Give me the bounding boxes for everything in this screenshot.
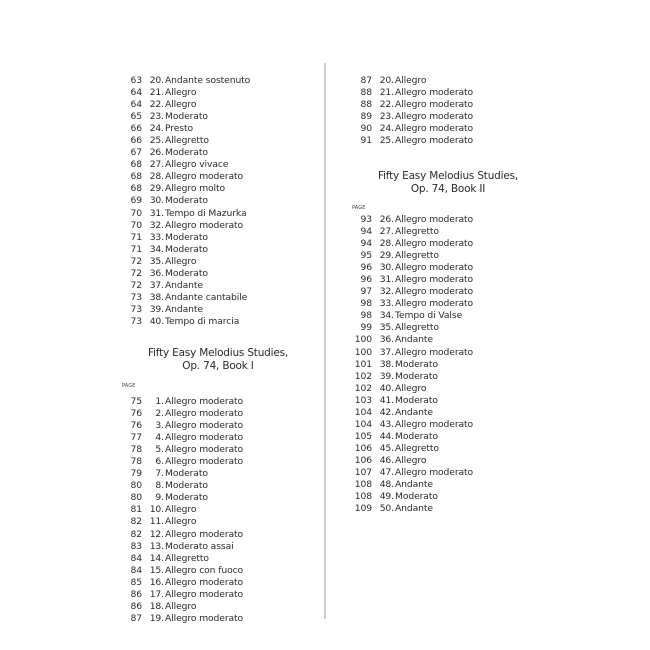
study-number: 5. <box>155 444 164 456</box>
study-number: 22. <box>149 99 164 111</box>
section-heading-line2: Op. 74, Book I <box>182 360 254 372</box>
study-title: Allegro moderato <box>165 588 244 600</box>
study-number: 22. <box>379 99 394 111</box>
contents-entry <box>118 123 318 135</box>
study-number: 34. <box>149 243 164 255</box>
contents-entry <box>348 214 548 226</box>
study-title: Allegro <box>165 87 197 99</box>
page-number: 100 <box>354 346 372 358</box>
study-number: 27. <box>379 226 394 238</box>
contents-entry <box>348 407 548 419</box>
contents-list <box>348 75 548 147</box>
study-number: 38. <box>379 358 394 370</box>
study-number: 42. <box>379 406 394 418</box>
study-number: 23. <box>149 111 164 123</box>
study-number: 38. <box>149 291 164 303</box>
study-number: 43. <box>379 418 394 430</box>
contents-entry <box>118 541 318 553</box>
study-number: 45. <box>379 442 394 454</box>
study-title: Moderato <box>395 358 438 370</box>
page-number: 88 <box>360 99 372 111</box>
contents-entry <box>348 491 548 503</box>
study-title: Moderato <box>165 147 208 159</box>
contents-entry <box>348 419 548 431</box>
study-number: 20. <box>149 75 164 86</box>
contents-entry <box>118 183 318 195</box>
page-number: 106 <box>354 454 372 466</box>
contents-entry <box>348 75 548 87</box>
page-number: 104 <box>354 418 372 430</box>
study-number: 29. <box>149 183 164 195</box>
study-title: Moderato <box>395 394 438 406</box>
page-number: 68 <box>130 183 142 195</box>
contents-entry <box>118 553 318 565</box>
page-column-label: PAGE <box>122 383 136 389</box>
study-number: 39. <box>149 303 164 315</box>
study-number: 40. <box>149 315 164 327</box>
contents-entry <box>118 316 318 328</box>
page-number: 72 <box>130 267 142 279</box>
contents-entry <box>118 432 318 444</box>
page-number: 103 <box>354 394 372 406</box>
study-title: Allegro moderato <box>165 528 244 540</box>
study-title: Andante <box>165 303 203 315</box>
contents-entry <box>118 171 318 183</box>
study-number: 33. <box>379 298 394 310</box>
study-number: 12. <box>149 528 164 540</box>
page-number: 102 <box>354 382 372 394</box>
study-number: 15. <box>149 564 164 576</box>
page-number: 96 <box>360 262 372 274</box>
study-title: Moderato <box>165 468 208 480</box>
page-number: 76 <box>130 420 142 432</box>
contents-entry <box>118 601 318 613</box>
contents-entry <box>348 479 548 491</box>
page-number: 66 <box>130 123 142 135</box>
contents-entry <box>348 455 548 467</box>
contents-entry <box>118 468 318 480</box>
contents-entry <box>118 304 318 316</box>
page-number: 93 <box>360 214 372 225</box>
study-number: 16. <box>149 576 164 588</box>
study-number: 30. <box>149 195 164 207</box>
study-title: Moderato <box>165 492 208 504</box>
study-title: Allegretto <box>165 552 209 564</box>
page-number: 105 <box>354 430 372 442</box>
contents-entry <box>118 292 318 304</box>
study-title: Allegretto <box>395 226 439 238</box>
section-heading-line2: Op. 74, Book II <box>410 183 486 195</box>
study-number: 26. <box>379 214 394 225</box>
contents-entry <box>118 577 318 589</box>
contents-entry <box>348 238 548 250</box>
page-number: 68 <box>130 159 142 171</box>
contents-entry <box>348 250 548 262</box>
contents-list <box>348 214 548 515</box>
page-number: 82 <box>130 528 142 540</box>
study-number: 26. <box>149 147 164 159</box>
page-number: 66 <box>130 135 142 147</box>
study-title: Andante <box>395 406 433 418</box>
study-number: 34. <box>379 310 394 322</box>
page-number: 75 <box>130 396 142 407</box>
page-number: 72 <box>130 279 142 291</box>
page-number: 73 <box>130 315 142 327</box>
study-title: Andante <box>395 479 433 491</box>
study-title: Allegro <box>165 99 197 111</box>
contents-entry <box>118 87 318 99</box>
page-number: 84 <box>130 564 142 576</box>
contents-list <box>118 396 318 625</box>
study-title: Allegro moderato <box>165 219 244 231</box>
page-number: 71 <box>130 243 142 255</box>
page-number: 87 <box>360 75 372 86</box>
section-heading <box>118 347 318 373</box>
contents-entry <box>118 268 318 280</box>
contents-entry <box>118 516 318 528</box>
study-number: 30. <box>379 262 394 274</box>
page-number: 94 <box>360 226 372 238</box>
study-title: Moderato <box>165 243 208 255</box>
study-title: Moderato <box>395 370 438 382</box>
contents-entry <box>118 147 318 159</box>
contents-entry <box>348 262 548 274</box>
study-number: 33. <box>149 231 164 243</box>
contents-entry <box>118 529 318 541</box>
page-number: 100 <box>354 334 372 346</box>
study-title: Moderato <box>165 231 208 243</box>
study-number: 36. <box>149 267 164 279</box>
study-title: Allegro moderato <box>165 408 244 420</box>
study-title: Andante <box>395 503 433 515</box>
study-title: Allegro moderato <box>165 420 244 432</box>
study-title: Andante sostenuto <box>165 75 251 86</box>
page-number: 78 <box>130 444 142 456</box>
contents-entry <box>348 99 548 111</box>
page-number: 72 <box>130 255 142 267</box>
study-number: 50. <box>379 503 394 515</box>
study-title: Presto <box>165 123 194 135</box>
page-number: 108 <box>354 479 372 491</box>
study-number: 24. <box>149 123 164 135</box>
contents-entry <box>348 135 548 147</box>
study-title: Allegretto <box>395 250 439 262</box>
contents-entry <box>348 322 548 334</box>
page-number: 98 <box>360 310 372 322</box>
study-number: 47. <box>379 466 394 478</box>
study-title: Moderato <box>165 480 208 492</box>
study-title: Allegro molto <box>165 183 226 195</box>
study-number: 25. <box>379 135 394 147</box>
study-number: 24. <box>379 123 394 135</box>
contents-entry <box>348 383 548 395</box>
study-title: Tempo di Valse <box>395 310 463 322</box>
study-title: Allegro moderato <box>165 171 244 183</box>
study-title: Allegro <box>395 454 427 466</box>
study-number: 2. <box>155 408 164 420</box>
contents-entry <box>348 334 548 346</box>
page-number: 67 <box>130 147 142 159</box>
contents-entry <box>348 431 548 443</box>
study-title: Allegro <box>395 75 427 86</box>
study-title: Allegro <box>165 600 197 612</box>
page-number: 77 <box>130 432 142 444</box>
contents-entry <box>348 347 548 359</box>
study-number: 31. <box>149 207 164 219</box>
study-number: 17. <box>149 588 164 600</box>
contents-entry <box>348 226 548 238</box>
column-divider <box>324 63 326 619</box>
contents-entry <box>348 123 548 135</box>
page-number: 96 <box>360 274 372 286</box>
study-title: Allegro moderato <box>395 111 474 123</box>
contents-entry <box>118 504 318 516</box>
study-number: 6. <box>155 456 164 468</box>
page-number: 87 <box>130 612 142 624</box>
page-number: 98 <box>360 298 372 310</box>
study-number: 13. <box>149 540 164 552</box>
contents-entry <box>348 371 548 383</box>
study-title: Allegro moderato <box>165 576 244 588</box>
study-number: 18. <box>149 600 164 612</box>
page-number: 81 <box>130 504 142 516</box>
contents-entry <box>118 244 318 256</box>
contents-entry <box>118 565 318 577</box>
page-number: 82 <box>130 516 142 528</box>
study-title: Tempo di marcia <box>165 315 240 327</box>
page-number: 64 <box>130 99 142 111</box>
page-number: 99 <box>360 322 372 334</box>
page-number: 76 <box>130 408 142 420</box>
section-heading-line1: Fifty Easy Melodius Studies, <box>147 347 289 359</box>
study-title: Allegro moderato <box>395 123 474 135</box>
study-title: Allegro moderato <box>165 612 244 624</box>
page-number: 86 <box>130 588 142 600</box>
page-number: 109 <box>354 503 372 515</box>
study-title: Allegretto <box>395 322 439 334</box>
page-number: 106 <box>354 442 372 454</box>
study-number: 27. <box>149 159 164 171</box>
study-number: 1. <box>155 396 164 407</box>
page-number: 71 <box>130 231 142 243</box>
study-title: Allegro vivace <box>165 159 229 171</box>
page-number: 80 <box>130 492 142 504</box>
study-number: 11. <box>149 516 164 528</box>
contents-entry <box>348 298 548 310</box>
study-title: Allegretto <box>165 135 209 147</box>
study-number: 41. <box>379 394 394 406</box>
study-title: Andante cantabile <box>165 291 248 303</box>
contents-entry <box>118 480 318 492</box>
contents-entry <box>118 589 318 601</box>
study-title: Andante <box>165 279 203 291</box>
page-number: 108 <box>354 491 372 503</box>
contents-entry <box>118 444 318 456</box>
page-number: 68 <box>130 171 142 183</box>
page-number: 78 <box>130 456 142 468</box>
page-number: 89 <box>360 111 372 123</box>
study-title: Allegro moderato <box>395 87 474 99</box>
contents-entry <box>118 256 318 268</box>
study-title: Allegro <box>165 516 197 528</box>
study-title: Allegro moderato <box>395 346 474 358</box>
study-number: 21. <box>379 87 394 99</box>
page-number: 65 <box>130 111 142 123</box>
study-number: 37. <box>379 346 394 358</box>
contents-entry <box>348 395 548 407</box>
page-number: 88 <box>360 87 372 99</box>
study-number: 29. <box>379 250 394 262</box>
contents-entry <box>118 280 318 292</box>
study-number: 48. <box>379 479 394 491</box>
study-number: 36. <box>379 334 394 346</box>
study-title: Allegro moderato <box>395 298 474 310</box>
study-title: Allegro moderato <box>395 238 474 250</box>
study-number: 49. <box>379 491 394 503</box>
page-number: 73 <box>130 303 142 315</box>
page-number: 107 <box>354 466 372 478</box>
contents-entry <box>348 87 548 99</box>
page-number: 84 <box>130 552 142 564</box>
contents-entry <box>118 75 318 87</box>
study-title: Allegro <box>165 255 197 267</box>
study-number: 39. <box>379 370 394 382</box>
study-title: Andante <box>395 334 433 346</box>
study-title: Moderato assai <box>165 540 234 552</box>
study-title: Tempo di Mazurka <box>165 207 247 219</box>
page-number: 86 <box>130 600 142 612</box>
contents-entry <box>118 99 318 111</box>
study-title: Allegro moderato <box>395 418 474 430</box>
study-title: Allegro moderato <box>395 262 474 274</box>
page-number: 104 <box>354 406 372 418</box>
page-number: 95 <box>360 250 372 262</box>
contents-entry <box>348 503 548 515</box>
contents-list <box>118 75 318 328</box>
page-number: 102 <box>354 370 372 382</box>
contents-entry <box>118 220 318 232</box>
contents-entry <box>118 111 318 123</box>
page-number: 70 <box>130 219 142 231</box>
study-title: Allegro con fuoco <box>165 564 244 576</box>
study-number: 25. <box>149 135 164 147</box>
page-number: 63 <box>130 75 142 86</box>
study-number: 40. <box>379 382 394 394</box>
contents-entry <box>118 135 318 147</box>
study-number: 21. <box>149 87 164 99</box>
study-title: Allegro moderato <box>395 274 474 286</box>
page-number: 101 <box>354 358 372 370</box>
page-number: 90 <box>360 123 372 135</box>
study-number: 14. <box>149 552 164 564</box>
study-title: Allegro moderato <box>165 444 244 456</box>
study-title: Moderato <box>395 491 438 503</box>
study-title: Allegretto <box>395 442 439 454</box>
contents-entry <box>348 443 548 455</box>
page-number: 79 <box>130 468 142 480</box>
study-title: Allegro moderato <box>395 286 474 298</box>
page-number: 85 <box>130 576 142 588</box>
contents-entry <box>118 195 318 207</box>
contents-entry <box>348 274 548 286</box>
study-number: 20. <box>379 75 394 86</box>
study-title: Allegro moderato <box>395 214 474 225</box>
page-number: 80 <box>130 480 142 492</box>
study-title: Allegro moderato <box>165 396 244 407</box>
study-number: 28. <box>149 171 164 183</box>
study-number: 9. <box>155 492 164 504</box>
study-title: Allegro <box>395 382 427 394</box>
study-number: 31. <box>379 274 394 286</box>
contents-entry <box>118 232 318 244</box>
study-number: 32. <box>149 219 164 231</box>
contents-entry <box>118 208 318 220</box>
page-number: 69 <box>130 195 142 207</box>
study-number: 8. <box>155 480 164 492</box>
study-number: 23. <box>379 111 394 123</box>
contents-entry <box>348 111 548 123</box>
section-heading <box>348 170 548 196</box>
study-title: Allegro moderato <box>165 456 244 468</box>
contents-entry <box>118 456 318 468</box>
study-number: 28. <box>379 238 394 250</box>
page-number: 97 <box>360 286 372 298</box>
contents-entry <box>118 159 318 171</box>
study-title: Allegro moderato <box>395 466 474 478</box>
contents-entry <box>348 310 548 322</box>
page-number: 70 <box>130 207 142 219</box>
study-number: 4. <box>155 432 164 444</box>
page-number: 64 <box>130 87 142 99</box>
study-number: 35. <box>149 255 164 267</box>
study-number: 10. <box>149 504 164 516</box>
page-number: 91 <box>360 135 372 147</box>
contents-entry <box>348 286 548 298</box>
study-title: Moderato <box>165 111 208 123</box>
page-number: 94 <box>360 238 372 250</box>
contents-entry <box>118 396 318 408</box>
study-number: 35. <box>379 322 394 334</box>
study-number: 37. <box>149 279 164 291</box>
contents-entry <box>348 467 548 479</box>
study-title: Moderato <box>165 195 208 207</box>
study-number: 3. <box>155 420 164 432</box>
study-title: Moderato <box>395 430 438 442</box>
study-number: 32. <box>379 286 394 298</box>
section-heading-line1: Fifty Easy Melodius Studies, <box>377 170 519 182</box>
study-title: Allegro moderato <box>395 135 474 147</box>
page-column-label: PAGE <box>352 205 366 211</box>
contents-entry <box>118 420 318 432</box>
study-title: Moderato <box>165 267 208 279</box>
study-number: 19. <box>149 612 164 624</box>
study-title: Allegro moderato <box>395 99 474 111</box>
page-number: 73 <box>130 291 142 303</box>
contents-entry <box>118 492 318 504</box>
contents-entry <box>118 613 318 625</box>
study-number: 46. <box>379 454 394 466</box>
contents-entry <box>348 359 548 371</box>
page-number: 83 <box>130 540 142 552</box>
study-title: Allegro <box>165 504 197 516</box>
study-title: Allegro moderato <box>165 432 244 444</box>
study-number: 44. <box>379 430 394 442</box>
study-number: 7. <box>155 468 164 480</box>
contents-entry <box>118 408 318 420</box>
